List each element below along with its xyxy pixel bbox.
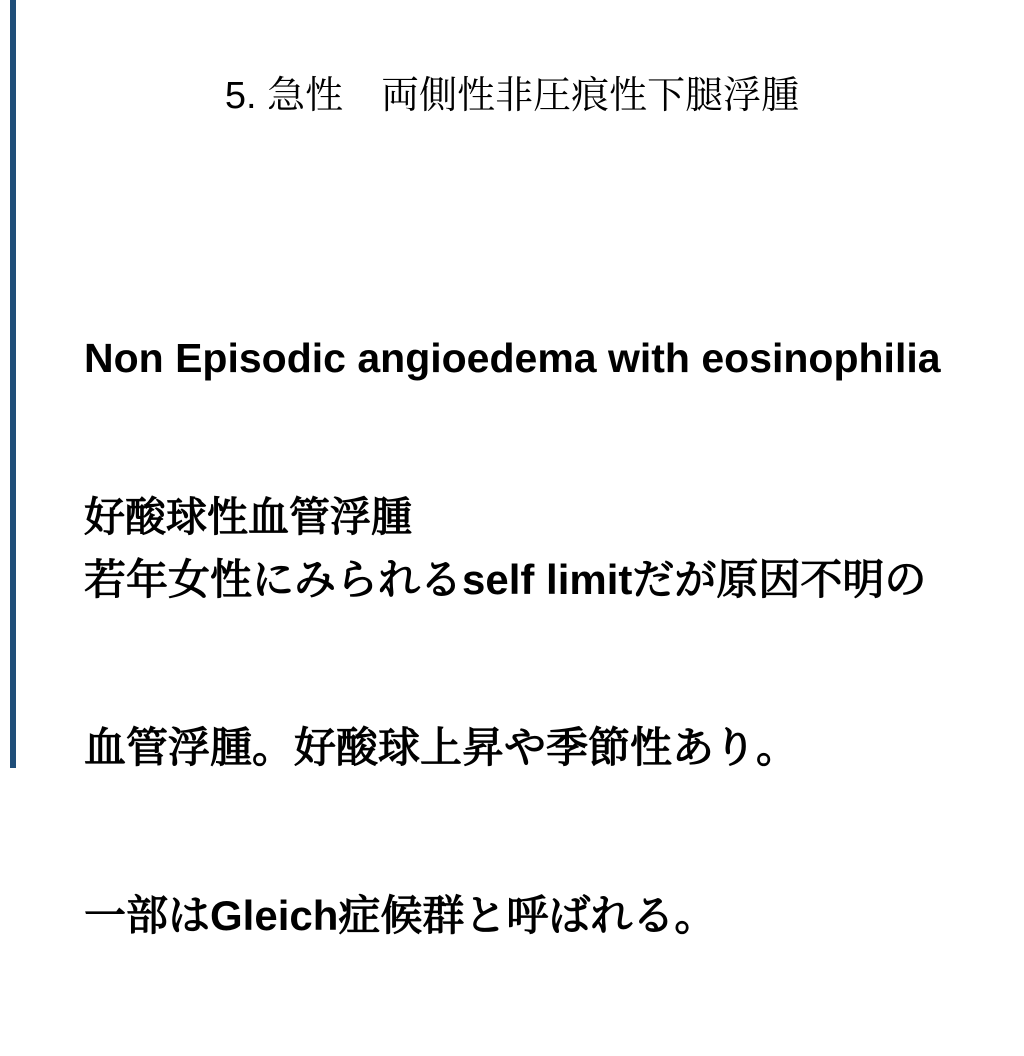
accent-bar — [10, 0, 16, 768]
body-line-3: 一部はGleich症候群と呼ばれる。 — [84, 892, 717, 939]
slide-title: 5. 急性 両側性非圧痕性下腿浮腫 — [224, 75, 800, 117]
heading-line-japanese: 好酸球性血管浮腫 — [84, 494, 412, 540]
body-block — [84, 440, 926, 1056]
body-line-1: 若年女性にみられるself limitだが原因不明の — [84, 556, 927, 603]
heading-line-english: Non Episodic angioedema with eosinophilia — [84, 335, 941, 381]
body-line-2: 血管浮腫。好酸球上昇や季節性あり。 — [84, 724, 799, 771]
